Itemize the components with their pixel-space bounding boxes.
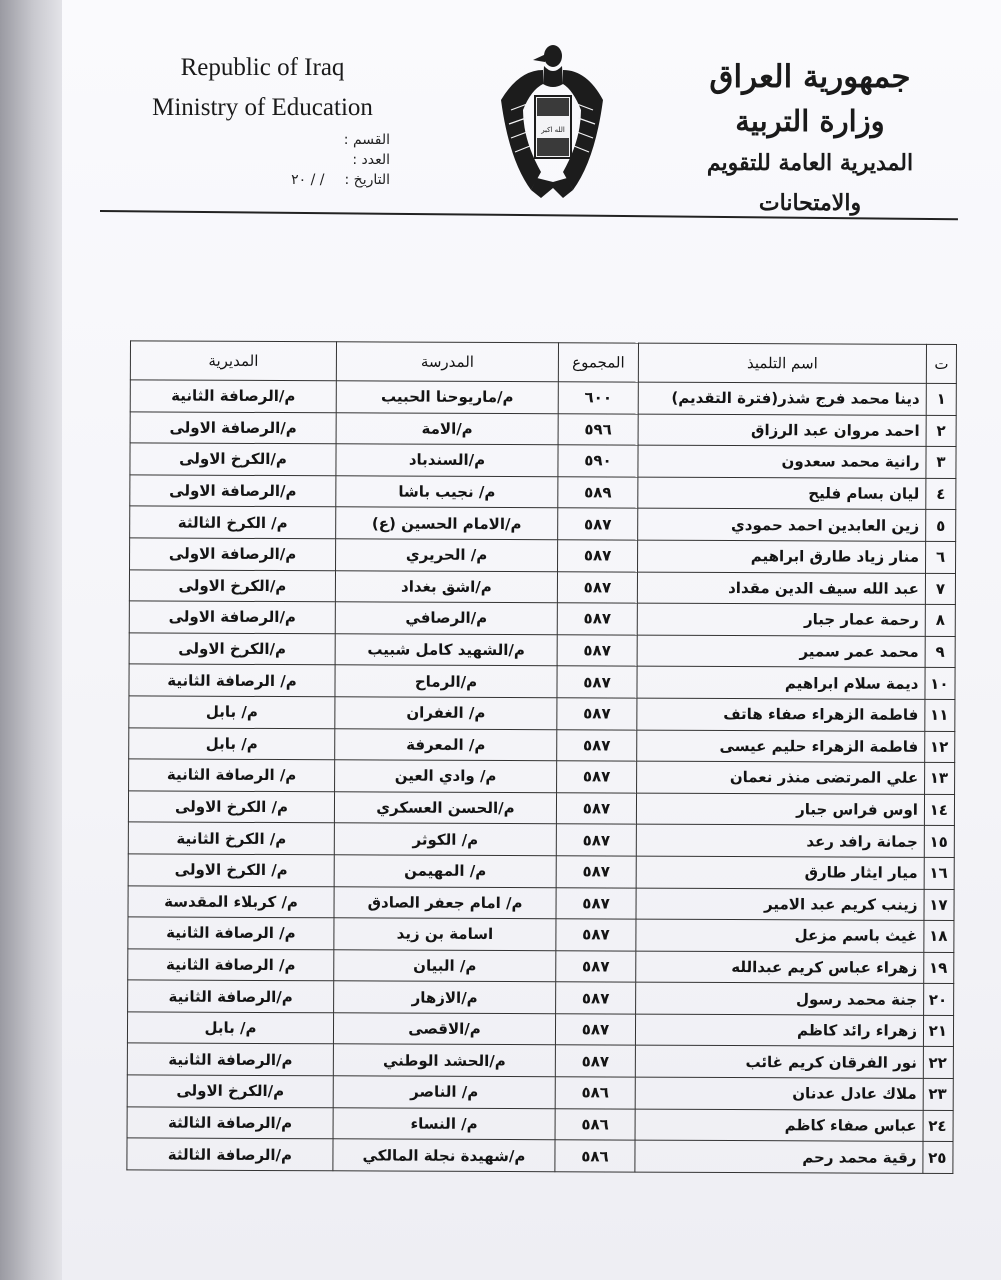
header-number: ت [926,344,956,383]
total-score: ٥٨٧ [557,635,637,667]
directorate-name: م/ الرصافة الثانية [128,949,334,981]
student-name: احمد مروان عبد الرزاق [638,414,926,447]
student-name: عبد الله سيف الدين مقداد [637,572,925,605]
school-name: م/ وادي العين [335,760,557,793]
row-number: ٦ [926,541,956,573]
school-name: م/ نجيب باشا [336,476,558,509]
table-row [130,380,956,415]
english-letterhead [120,48,405,128]
student-name: رحمة عمار جبار [637,603,925,636]
row-number: ١ [926,383,956,415]
school-name: م/ الغفران [335,697,557,730]
student-name: فاطمة الزهراء حليم عيسى [637,730,925,763]
total-score: ٥٨٧ [556,856,636,888]
row-number: ٢٢ [923,1047,953,1079]
row-number: ٢٣ [923,1078,953,1110]
total-score: ٥٨٧ [556,824,636,856]
school-name: م/السندباد [336,444,558,477]
results-table [126,340,957,1173]
student-name: رانية محمد سعدون [638,445,926,478]
row-number: ١٠ [925,668,955,700]
total-score: ٥٨٧ [555,1045,635,1077]
table-row [128,885,954,920]
ar-ministry: وزارة التربية [735,104,885,138]
table-row [127,1043,953,1078]
student-name: فاطمة الزهراء صفاء هاتف [637,698,925,731]
table-row [127,1075,953,1110]
total-score: ٦٠٠ [558,382,638,414]
school-name: اسامة بن زيد [334,918,556,951]
table-row [128,917,954,952]
total-score: ٥٨٧ [556,792,636,824]
school-name: م/ الكوثر [334,823,556,856]
school-name: م/الازهار [334,981,556,1014]
directorate-name: م/الرصافة الاولى [130,411,336,443]
school-name: م/ النساء [333,1107,555,1140]
row-number: ٣ [926,447,956,479]
row-number: ١٤ [924,794,954,826]
school-name: م/شهيدة نجلة المالكي [333,1139,555,1172]
total-score: ٥٨٧ [557,571,637,603]
directorate-name: م/ بابل [129,727,335,759]
row-number: ١٢ [925,731,955,763]
table-row [129,664,955,699]
ar-country: جمهورية العراق [709,59,911,95]
row-number: ٩ [925,636,955,668]
total-score: ٥٨٦ [555,1077,635,1109]
header-school: المدرسة [336,342,558,382]
row-number: ١٧ [924,889,954,921]
directorate-name: م/الرصافة الاولى [130,538,336,570]
school-name: م/الامام الحسين (ع) [336,507,558,540]
svg-text:الله اكبر: الله اكبر [541,126,565,134]
header-total: المجموع [558,343,638,382]
table-row [129,696,955,731]
table-row [128,822,954,857]
directorate-name: م/ الرصافة الثانية [128,917,334,949]
en-country: Republic of Iraq [180,54,345,81]
student-name: منار زياد طارق ابراهيم [638,540,926,573]
row-number: ٧ [925,573,955,605]
header-directorate: المديرية [130,341,336,381]
student-name: غيث باسم مزعل [636,919,924,952]
table-row [129,633,955,668]
student-name: زينب كريم عبد الامير [636,888,924,921]
total-score: ٥٨٧ [557,729,637,761]
row-number: ٥ [926,510,956,542]
student-name: ليان بسام فليح [638,477,926,510]
total-score: ٥٨٧ [557,603,637,635]
student-name: دينا محمد فرج شذر(فترة التقديم) [638,382,926,415]
number-label: العدد : [352,152,390,168]
total-score: ٥٩٦ [558,413,638,445]
row-number: ٢٠ [924,984,954,1016]
row-number: ١٥ [924,826,954,858]
table-row [128,854,954,889]
table-row [128,791,954,826]
school-name: م/ المعرفة [335,728,557,761]
student-name: زين العابدين احمد حمودي [638,508,926,541]
table-row [130,506,956,541]
row-number: ٢٥ [923,1142,953,1174]
student-name: علي المرتضى منذر نعمان [637,761,925,794]
row-number: ٤ [926,478,956,510]
table-row [127,1012,953,1047]
school-name: م/الشهيد كامل شبيب [335,634,557,667]
table-row [130,443,956,478]
table-row [127,1138,953,1173]
directorate-name: م/الكرخ الاولى [129,633,335,665]
total-score: ٥٨٩ [558,477,638,509]
total-score: ٥٨٧ [558,508,638,540]
student-name: نور الفرقان كريم غائب [635,1046,923,1079]
ar-directorate: المديرية العامة للتقويم والامتحانات [706,150,914,216]
directorate-name: م/ بابل [129,696,335,728]
school-name: م/ الناصر [333,1076,555,1109]
directorate-name: م/الرصافة الاولى [129,601,335,633]
total-score: ٥٨٦ [555,1108,635,1140]
directorate-name: م/ الكرخ الاولى [128,791,334,823]
dept-label: القسم : [343,132,390,148]
total-score: ٥٨٦ [555,1140,635,1172]
row-number: ١٦ [924,857,954,889]
iraq-eagle-emblem-icon [497,40,607,200]
directorate-name: م/الرصافة الثانية [127,1043,333,1075]
table-row [130,475,956,510]
header-student-name: اسم التلميذ [638,343,926,383]
table-header-row [130,341,956,384]
directorate-name: م/ الكرخ الثانية [128,822,334,854]
total-score: ٥٨٧ [556,950,636,982]
table-row [128,980,954,1015]
school-name: م/ امام جعفر الصادق [334,886,556,919]
date-value: / / ٢٠ [291,172,325,188]
student-name: عباس صفاء كاظم [635,1109,923,1142]
directorate-name: م/ الرصافة الثانية [129,759,335,791]
row-number: ١٣ [925,762,955,794]
total-score: ٥٨٧ [556,887,636,919]
table-row [128,949,954,984]
student-name: ملاك عادل عدنان [635,1077,923,1110]
total-score: ٥٨٧ [557,698,637,730]
directorate-name: م/الرصافة الثانية [130,380,336,412]
table-row [129,569,955,604]
row-number: ٢٤ [923,1110,953,1142]
school-name: م/ المهيمن [334,855,556,888]
school-name: م/ البيان [334,949,556,982]
table-body [127,380,956,1173]
total-score: ٥٨٧ [558,540,638,572]
student-name: ميار ايثار طارق [636,856,924,889]
student-name: زهراء رائد كاظم [635,1014,923,1047]
directorate-name: م/ الكرخ الاولى [128,854,334,886]
school-name: م/الاقصى [333,1013,555,1046]
student-name: جنة محمد رسول [636,982,924,1015]
directorate-name: م/الرصافة الثانية [128,980,334,1012]
school-name: م/الامة [336,412,558,445]
row-number: ٢١ [923,1015,953,1047]
directorate-name: م/الكرخ الاولى [129,569,335,601]
school-name: م/ماريوحنا الحبيب [336,381,558,414]
page-edge [0,0,62,1280]
school-name: م/ الحريري [336,539,558,572]
table-row [129,759,955,794]
table-row [129,727,955,762]
school-name: م/الرماح [335,665,557,698]
school-name: م/الحسن العسكري [334,792,556,825]
total-score: ٥٨٧ [556,982,636,1014]
directorate-name: م/ الكرخ الثالثة [130,506,336,538]
school-name: م/الرصافي [335,602,557,635]
directorate-name: م/ بابل [127,1012,333,1044]
row-number: ١٩ [924,952,954,984]
table-row [129,601,955,636]
row-number: ٢ [926,415,956,447]
school-name: م/الحشد الوطني [333,1044,555,1077]
total-score: ٥٨٧ [557,761,637,793]
total-score: ٥٨٧ [555,1014,635,1046]
en-ministry: Ministry of Education [152,94,373,121]
row-number: ١١ [925,699,955,731]
directorate-name: م/ الرصافة الثانية [129,664,335,696]
school-name: م/اشق بغداد [335,570,557,603]
directorate-name: م/ كربلاء المقدسة [128,885,334,917]
student-name: رقية محمد رحم [635,1140,923,1173]
directorate-name: م/الكرخ الاولى [127,1075,333,1107]
table-row [127,1107,953,1142]
directorate-name: م/الرصافة الاولى [130,475,336,507]
directorate-name: م/الكرخ الاولى [130,443,336,475]
student-name: جمانة رافد رعد [636,824,924,857]
student-name: محمد عمر سمير [637,635,925,668]
table-row [130,538,956,573]
student-name: زهراء عباس كريم عبدالله [636,951,924,984]
row-number: ١٨ [924,920,954,952]
table-row [130,411,956,446]
total-score: ٥٨٧ [556,919,636,951]
student-name: ديمة سلام ابراهيم [637,666,925,699]
arabic-letterhead [660,55,960,223]
reference-fields [150,130,390,190]
row-number: ٨ [925,605,955,637]
directorate-name: م/الرصافة الثالثة [127,1138,333,1170]
date-label: التاريخ : [344,172,390,188]
student-name: اوس فراس جبار [636,793,924,826]
total-score: ٥٨٧ [557,666,637,698]
directorate-name: م/الرصافة الثالثة [127,1107,333,1139]
total-score: ٥٩٠ [558,445,638,477]
